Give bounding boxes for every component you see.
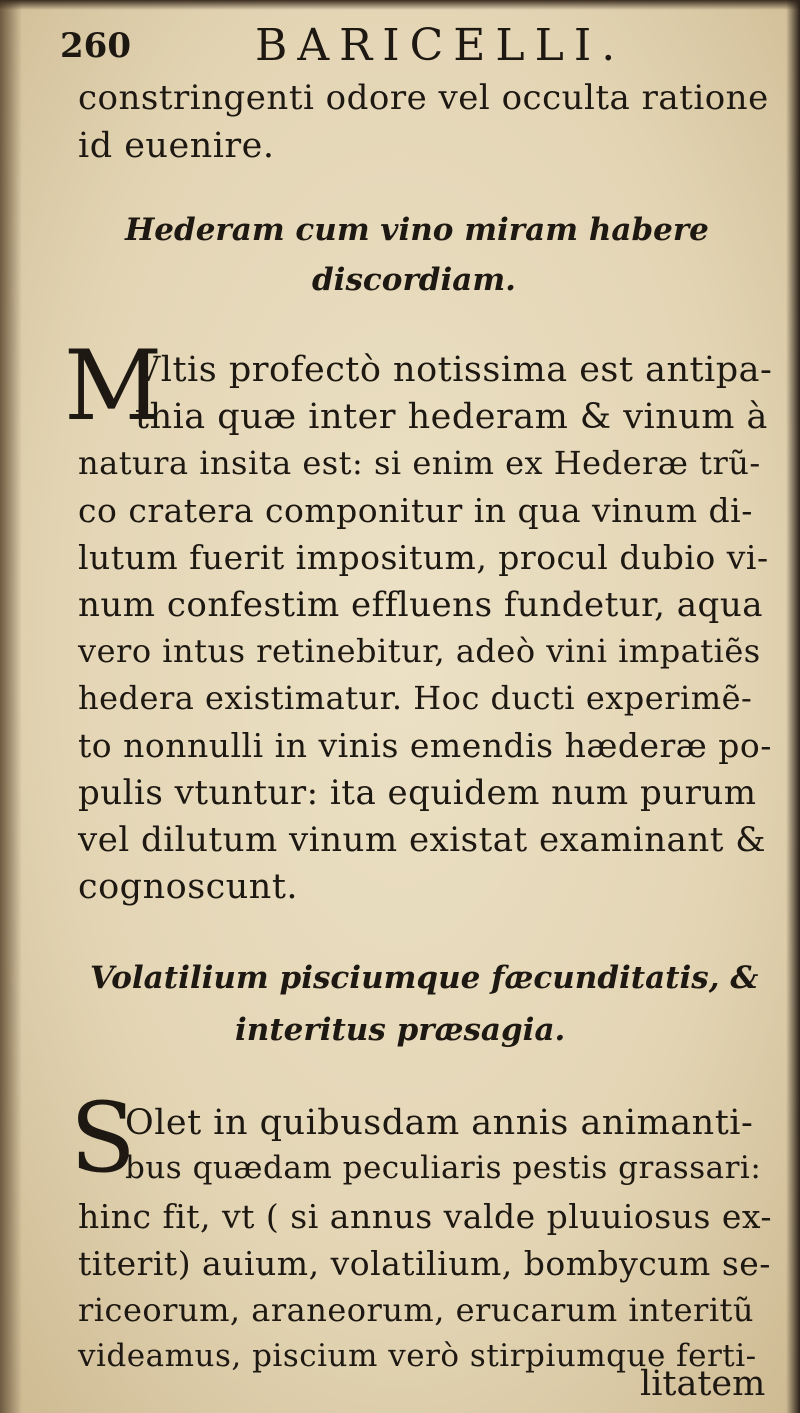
text-line: Olet in quibusdam annis animanti- (125, 1103, 754, 1143)
text-line: constringenti odore vel occulta ratione (78, 78, 769, 118)
top-edge-shadow (0, 0, 800, 10)
text-line: Vltis profectò notissima est antipa- (135, 350, 773, 390)
section-heading: discordiam. (312, 262, 516, 298)
text-line: pulis vtuntur: ita equidem num purum (78, 773, 757, 813)
drop-capital: M (64, 330, 163, 442)
drop-capital: S (70, 1082, 136, 1194)
text-line: riceorum, araneorum, erucarum interitũ (78, 1291, 755, 1329)
section-heading: interitus præsagia. (235, 1012, 566, 1048)
text-line: hinc fit, vt ( si annus valde pluuiosus ex- (78, 1197, 773, 1236)
section-heading: Volatilium pisciumque fæcunditatis, & (90, 960, 759, 996)
running-title: BARICELLI. (255, 20, 626, 71)
page-number: 260 (60, 26, 131, 66)
text-line: hedera existimatur. Hoc ducti experimẽ- (78, 679, 753, 717)
running-head (60, 18, 760, 78)
text-line: thia quæ inter hederam & vinum à (135, 397, 768, 437)
text-line: co cratera componitur in qua vinum di- (78, 491, 753, 530)
gutter-shadow (0, 0, 22, 1413)
right-edge-shadow (786, 0, 800, 1413)
catchword: litatem (640, 1364, 766, 1404)
text-line: bus quædam peculiaris pestis grassari: (125, 1150, 762, 1186)
text-line: num confestim effluens fundetur, aqua (78, 585, 763, 625)
text-line: titerit) auium, volatilium, bombycum se- (78, 1244, 771, 1283)
text-line: vero intus retinebitur, adeò vini impatiẽs (78, 632, 761, 670)
text-line: lutum fuerit impositum, procul dubio vi- (78, 538, 769, 577)
text-line: natura insita est: si enim ex Hederæ trũ- (78, 444, 761, 482)
section-heading: Hederam cum vino miram habere (125, 212, 709, 248)
text-line: videamus, piscium verò stirpiumque ferti- (78, 1338, 757, 1374)
text-line: cognoscunt. (78, 867, 299, 907)
text-line: id euenire. (78, 126, 275, 166)
text-line: vel dilutum vinum existat examinant & (78, 820, 766, 860)
text-line: to nonnulli in vinis emendis hæderæ po- (78, 726, 772, 765)
